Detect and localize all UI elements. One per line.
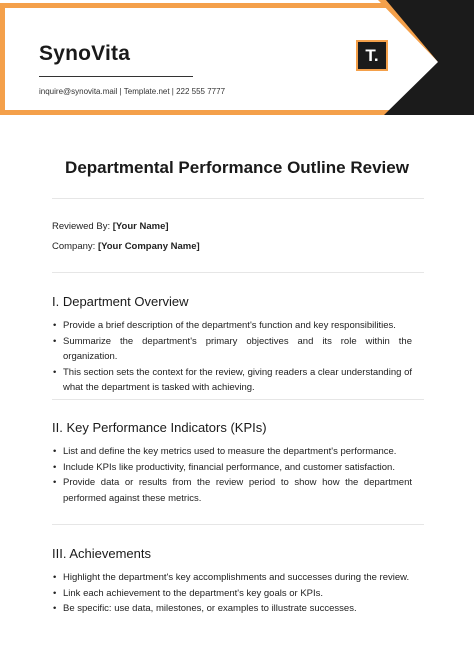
section-heading: II. Key Performance Indicators (KPIs) (52, 420, 267, 435)
company-line (52, 241, 200, 252)
reviewed-by-line (52, 221, 169, 232)
list-item: • Summarize the department's primary objectives and its role within the organization. (52, 334, 412, 365)
divider (52, 399, 424, 400)
page-title: Departmental Performance Outline Review (65, 158, 409, 177)
contact-info: inquire@synovita.mail | Template.net | 222 555 7777 (39, 87, 226, 96)
list-item: • Highlight the department's key accomplishments and successes during the review. (52, 570, 412, 586)
brand-underline (39, 76, 193, 77)
section-heading: III. Achievements (52, 546, 151, 561)
list-item: • Link each achievement to the department's key goals or KPIs. (52, 586, 412, 602)
reviewed-by-label: Reviewed By: (52, 221, 111, 232)
list-item: • Include KPIs like productivity, financial performance, and customer satisfaction. (52, 460, 412, 476)
company-value: [Your Company Name] (97, 241, 200, 252)
reviewed-by-value: [Your Name] (112, 221, 169, 232)
company-label: Company: (52, 241, 96, 252)
divider (52, 524, 424, 525)
list-item: • Provide data or results from the review period to show how the department performed against these metrics. (52, 475, 412, 506)
list-item: • Be specific: use data, milestones, or examples to illustrate successes. (52, 601, 412, 617)
divider (52, 198, 424, 199)
list-item: • This section sets the context for the review, giving readers a clear understanding of what the department is tasked with achieving. (52, 365, 412, 396)
section-list (52, 570, 412, 617)
document-header (0, 0, 474, 115)
list-item: • List and define the key metrics used to measure the department's performance. (52, 444, 412, 460)
section-list (52, 318, 412, 396)
list-item: • Provide a brief description of the department's function and key responsibilities. (52, 318, 412, 334)
section-list (52, 444, 412, 506)
section-heading: I. Department Overview (52, 294, 189, 309)
brand-name: SynoVita (39, 42, 131, 65)
divider (52, 272, 424, 273)
template-logo: T. (356, 40, 388, 71)
